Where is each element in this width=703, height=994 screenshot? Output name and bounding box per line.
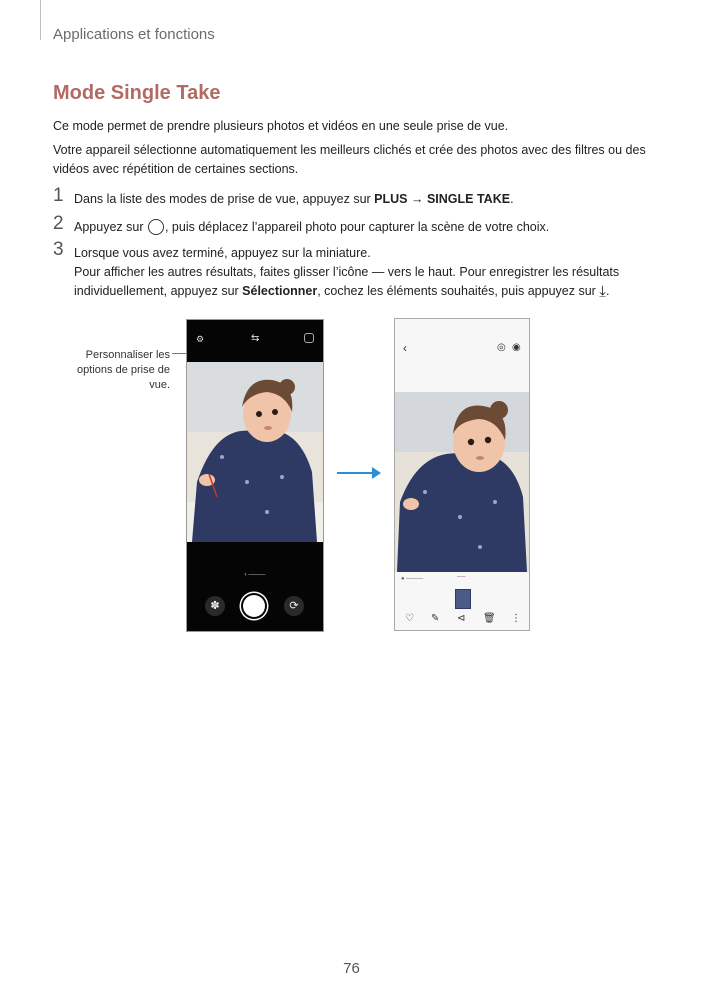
callout-label: Personnaliser les options de prise de vue. [77, 349, 170, 391]
shutter-icon [148, 219, 164, 235]
intro-paragraph-1: Ce mode permet de prendre plusieurs photos et vidéos en une seule prise de vue. [53, 119, 509, 133]
more-icon[interactable]: ⋮ [511, 613, 521, 624]
shutter-button[interactable] [243, 595, 265, 617]
single-take-label: ● ──── [401, 576, 424, 582]
page-number: 76 [343, 960, 360, 977]
intro-paragraph-2: Votre appareil sélectionne automatiquement les meilleurs clichés et crée des photos avec des filtres ou des vidéos avec répétition de certaines sections. [53, 143, 646, 176]
drag-handle[interactable]: ── [457, 574, 466, 580]
step-3 [53, 239, 663, 304]
step-2 [53, 213, 663, 238]
section-title: Mode Single Take [53, 82, 221, 104]
step-text: Lorsque vous avez terminé, appuyez sur la miniature. Pour afficher les autres résultats, faites glisser l’icône — vers le haut. Pour enregistrer les résultats individuellement, appuyez sur Sélectionner, cochez les éléments souhaités, puis appuyez sur ⤓. [74, 246, 620, 300]
back-icon[interactable]: ‹ [403, 341, 407, 355]
step-number: 3 [53, 239, 64, 260]
camera-screenshot [186, 319, 324, 632]
step-number: 1 [53, 185, 64, 206]
switch-camera-icon[interactable]: ⟳ [284, 596, 304, 616]
gallery-screenshot [394, 318, 530, 631]
running-header: Applications et fonctions [53, 26, 215, 43]
mode-label: ‹ ──── [244, 572, 266, 578]
camera-controls [187, 542, 323, 631]
share-icon[interactable]: ⊲ [457, 613, 466, 624]
gear-icon: ⚙ [196, 334, 205, 344]
result-thumbnail[interactable] [455, 589, 471, 609]
step-text: Appuyez sur , puis déplacez l’appareil photo pour capturer la scène de votre choix. [74, 220, 550, 234]
transition-arrow [337, 472, 377, 474]
eye-icon[interactable]: ◉ [512, 342, 521, 353]
step-text: Dans la liste des modes de prise de vue, appuyez sur PLUS → SINGLE TAKE. [74, 192, 514, 206]
remaster-icon[interactable]: ◎ [497, 342, 506, 353]
camera-preview [187, 362, 323, 542]
step-1 [53, 185, 663, 210]
delete-icon[interactable]: 🗑 [483, 613, 496, 624]
edit-icon[interactable]: ✎ [431, 613, 440, 624]
shooting-options-icon[interactable]: ⇆ [251, 333, 260, 344]
margin-rule [40, 0, 41, 40]
captured-photo [395, 392, 529, 572]
camera-top-bar [187, 320, 323, 362]
download-icon: ⤓ [599, 283, 606, 300]
ratio-icon [304, 333, 314, 343]
effects-icon[interactable]: ✽ [205, 596, 225, 616]
heart-icon[interactable]: ♡ [405, 613, 414, 624]
step-number: 2 [53, 213, 64, 234]
arrow-right-icon [372, 467, 381, 479]
